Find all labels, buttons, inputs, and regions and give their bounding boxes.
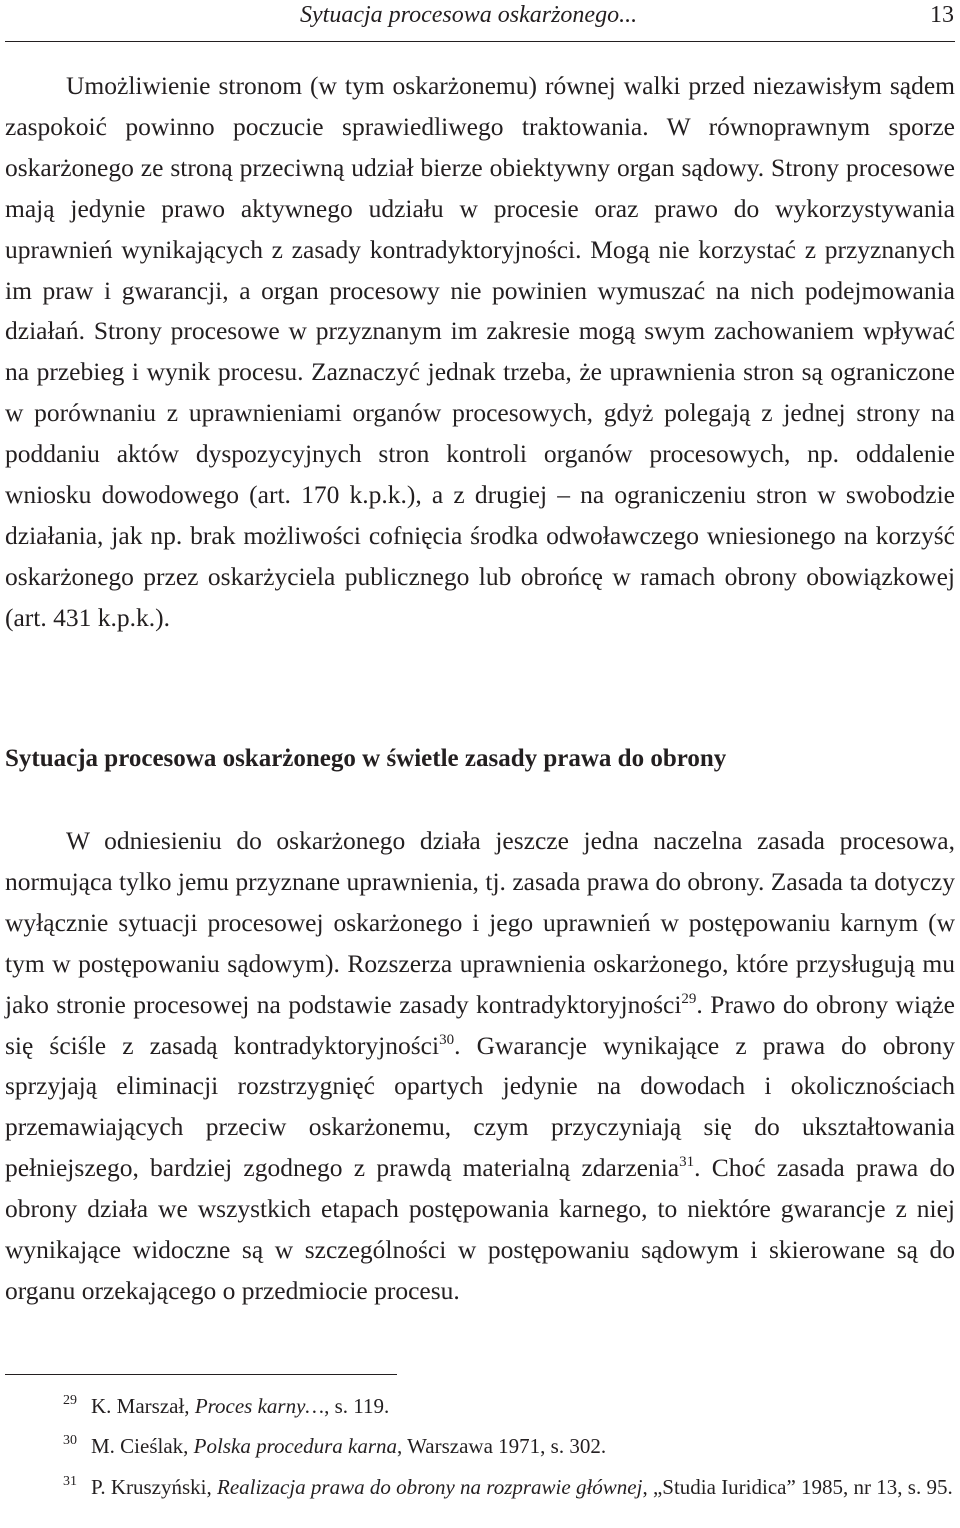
paragraph-right-to-defense <box>5 821 955 1312</box>
footnote-separator <box>5 1374 397 1375</box>
paragraph-text: . Gwarancje wynikające z prawa do obrony sprzyjają eliminacji rozstrzygnięć opartych jedynie na dowodach i okolicznościach przemawiających przeciw oskarżonemu, czym przyczyniają się do ukształtowania pełniejszego, bardziej zgodnego z prawdą materialną zdarzenia <box>5 1030 955 1183</box>
footnote-author: K. Marszał, <box>91 1394 195 1418</box>
paragraph-text: W odniesieniu do oskarżonego działa jeszcze jedna naczelna zasada procesowa, normująca tylko jemu przyznane uprawnienia, tj. zasada prawa do obrony. Zasada ta dotyczy wyłącznie sytuacji procesowej oskarżonego i jego uprawnień w postępowaniu karnym (w tym w postępowaniu sądowym). Rozszerza uprawnienia oskarżonego, które przysługują mu jako stronie procesowej na podstawie zasady kontradyktoryjności <box>5 826 955 1019</box>
footnote-title: Proces karny… <box>194 1394 325 1418</box>
footnote-title: Realizacja prawa do obrony na rozprawie głównej <box>217 1475 643 1499</box>
footnote-30: 30 M. Cieślak, Polska procedura karna, Warszawa 1971, s. 302. <box>63 1433 607 1458</box>
header-rule <box>5 41 955 42</box>
footnote-ref-29[interactable]: 29 <box>681 990 697 1007</box>
running-head <box>0 0 960 44</box>
footnote-author: P. Kruszyński, <box>91 1475 218 1499</box>
footnote-author: M. Cieślak, <box>91 1434 194 1458</box>
page-number: 13 <box>930 2 954 28</box>
footnote-source: , Warszawa 1971, s. 302. <box>397 1434 607 1458</box>
footnote-ref-31[interactable]: 31 <box>679 1154 695 1171</box>
section-heading: Sytuacja procesowa oskarżonego w świetle zasady prawa do obrony <box>5 745 727 772</box>
paragraph-intro: Umożliwienie stronom (w tym oskarżonemu) równej walki przed niezawisłym sądem zaspokoić powinno poczucie sprawiedliwego traktowania. W równoprawnym sporze oskarżonego ze stroną przeciwną udział bierze obiektywny organ sądowy. Strony procesowe mają jedynie prawo aktywnego udziału w procesie oraz prawo do wykorzystywania uprawnień wynikających z zasady kontradyktoryjności. Mogą nie korzystać z przyznanych im praw i gwarancji, a organ procesowy nie powinien wymuszać na nich podejmowania działań. Strony procesowe w przyznanym im zakresie mogą swym zachowaniem wpływać na przebieg i wynik procesu. Zaznaczyć jednak trzeba, że uprawnienia stron są ograniczone w porównaniu z uprawnieniami organów procesowych, gdyż polegają z jednej strony na poddaniu aktów dyspozycyjnych stron kontroli organów procesowych, np. oddalenie wniosku dowodowego (art. 170 k.p.k.), a z drugiej – na ograniczeniu stron w swobodzie działania, jak np. brak możliwości cofnięcia środka odwoławczego wniesionego na korzyść oskarżonego przez oskarżyciela publicznego lub obrońcę w ramach obrony obowiązkowej (art. 431 k.p.k.). <box>5 71 955 632</box>
running-head-title: Sytuacja procesowa oskarżonego... <box>300 2 638 28</box>
footnote-ref-30[interactable]: 30 <box>439 1031 455 1048</box>
footnote-title: Polska procedura karna <box>193 1434 398 1458</box>
footnote-source: , s. 119. <box>324 1394 390 1418</box>
paragraph-text: . Choć zasada prawa do obrony działa we wszystkich etapach postępowania karnego, to niektóre gwarancje z niej wynikające widoczne są w szczególności w postępowaniu sądowym i skierowane są do organu orzekającego o przedmiocie procesu. <box>5 1153 955 1305</box>
footnote-31: 31 P. Kruszyński, Realizacja prawa do obrony na rozprawie głównej, „Studia Iuridica” 1985, nr 13, s. 95. <box>63 1474 953 1499</box>
paragraph-text: . Prawo do obrony wiąże się ściśle z zasadą kontradyktoryjności <box>5 989 955 1060</box>
footnote-29: 29 K. Marszał, Proces karny…, s. 119. <box>63 1393 390 1418</box>
footnote-source: , „Studia Iuridica” 1985, nr 13, s. 95. <box>642 1475 953 1499</box>
